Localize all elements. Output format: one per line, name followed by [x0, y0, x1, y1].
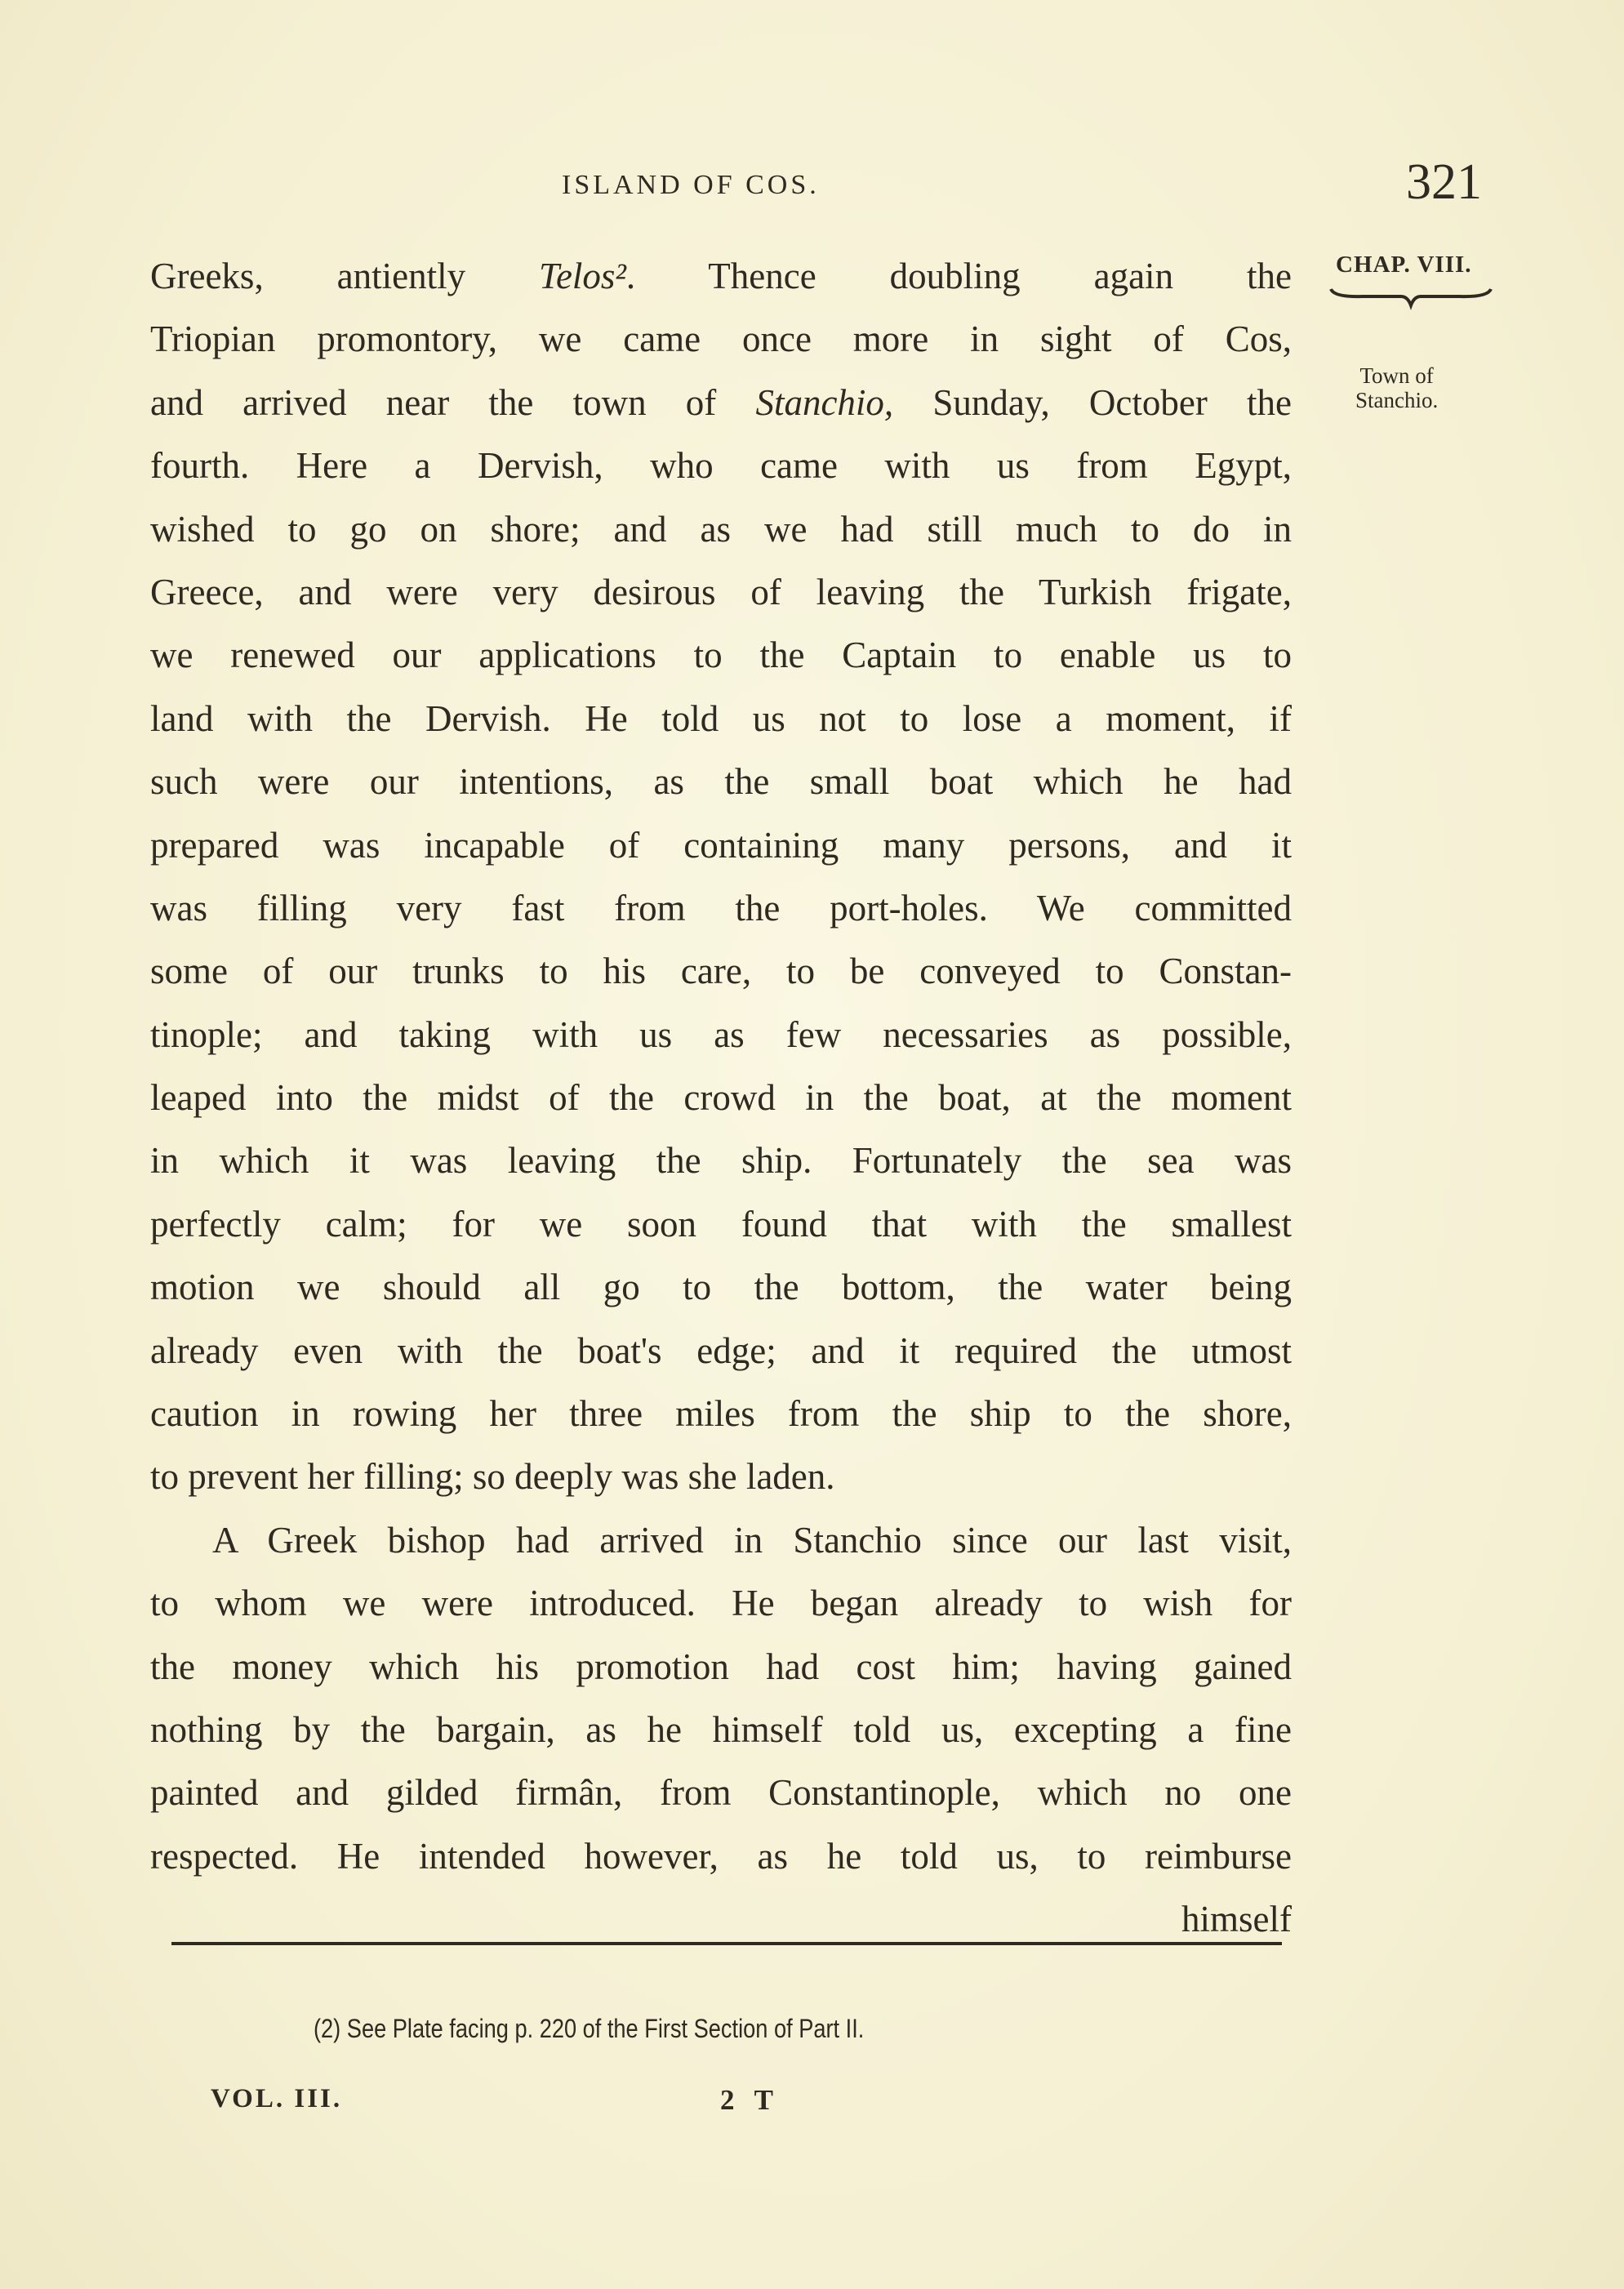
footnote: (2) See Plate facing p. 220 of the First Section of Part II.	[314, 2014, 865, 2043]
text-run: Greeks, antiently	[150, 256, 540, 296]
chapter-marker: CHAP. VIII.	[1336, 252, 1472, 278]
text-run: prepared was incapable of containing many persons, and it	[150, 824, 1292, 866]
text-line	[150, 1383, 1292, 1445]
text-line	[150, 1761, 1292, 1824]
text-line	[150, 688, 1292, 750]
signature-mark: 2 T	[720, 2084, 780, 2116]
text-line	[150, 308, 1292, 371]
text-run: caution in rowing her three miles from the ship to the shore,	[150, 1393, 1292, 1435]
text-run: and arrived near the town of	[150, 381, 756, 423]
text-line	[150, 1193, 1292, 1256]
text-line	[150, 1636, 1292, 1699]
text-run: Triopian promontory, we came once more in sight of Cos,	[150, 318, 1292, 360]
text-line	[150, 1699, 1292, 1761]
text-line	[150, 1509, 1292, 1572]
text-run: painted and gilded firmân, from Constantinople, which no one	[150, 1772, 1292, 1814]
text-run: to prevent her filling; so deeply was she laden.	[150, 1456, 835, 1498]
text-line	[150, 372, 1292, 434]
text-line	[150, 1572, 1292, 1635]
text-line	[150, 561, 1292, 624]
text-run: respected. He intended however, as he told us, to reimburse	[150, 1835, 1292, 1877]
text-run: already even with the boat's edge; and it required the utmost	[150, 1329, 1292, 1371]
text-run: in which it was leaving the ship. Fortunately the sea was	[150, 1140, 1292, 1182]
volume-label: VOL. III.	[211, 2084, 343, 2113]
text-run: wished to go on shore; and as we had still much to do in	[150, 508, 1292, 550]
text-line	[150, 1825, 1292, 1888]
text-run: we renewed our applications to the Captain to enable us to	[150, 635, 1292, 676]
running-title: ISLAND OF COS.	[562, 170, 820, 200]
text-run: land with the Dervish. He told us not to lose a moment, if	[150, 697, 1292, 739]
text-run: some of our trunks to his care, to be conveyed to Constan-	[150, 951, 1292, 992]
text-run: . Thence doubling again the	[625, 256, 1292, 296]
italic-text: Stanchio,	[755, 381, 894, 423]
text-line	[150, 1129, 1292, 1192]
text-line	[150, 750, 1292, 813]
text-run: the money which his promotion had cost him; having gained	[150, 1645, 1292, 1687]
text-run: Sunday, October the	[893, 381, 1292, 423]
text-run: was filling very fast from the port-holes. We committed	[150, 887, 1292, 929]
text-run: Greece, and were very desirous of leaving the Turkish frigate,	[150, 571, 1292, 612]
text-line	[150, 877, 1292, 940]
text-line	[150, 1445, 1292, 1508]
text-run: leaped into the midst of the crowd in the boat, at the moment	[150, 1077, 1292, 1119]
text-run: himself	[1181, 1899, 1292, 1940]
text-line	[150, 498, 1292, 561]
text-line	[150, 624, 1292, 687]
text-line	[150, 1256, 1292, 1319]
text-line	[150, 434, 1292, 497]
text-run: perfectly calm; for we soon found that with the smallest	[150, 1203, 1292, 1245]
text-line	[150, 814, 1292, 877]
text-line	[150, 1004, 1292, 1067]
text-line	[150, 1320, 1292, 1383]
text-line	[150, 245, 1292, 308]
margin-note	[1355, 363, 1438, 412]
margin-note-line: Town of	[1359, 363, 1434, 388]
footnote-rule	[171, 1942, 1282, 1945]
text-run: such were our intentions, as the small boat which he had	[150, 761, 1292, 803]
page-number: 321	[1406, 154, 1482, 210]
text-run: tinople; and taking with us as few necessaries as possible,	[150, 1013, 1292, 1055]
margin-note-line: Stanchio.	[1355, 388, 1439, 412]
text-run: to whom we were introduced. He began already to wish for	[150, 1583, 1292, 1624]
body-text	[150, 245, 1292, 1952]
text-line	[150, 940, 1292, 1003]
brace-ornament	[1329, 286, 1493, 310]
text-run: nothing by the bargain, as he himself told us, excepting a fine	[150, 1708, 1292, 1750]
text-run: fourth. Here a Dervish, who came with us from Egypt,	[150, 445, 1292, 487]
text-line	[150, 1067, 1292, 1129]
italic-text: Telos²	[539, 256, 626, 296]
text-run: A Greek bishop had arrived in Stanchio since our last visit,	[212, 1519, 1292, 1561]
text-run: motion we should all go to the bottom, the water being	[150, 1267, 1292, 1308]
